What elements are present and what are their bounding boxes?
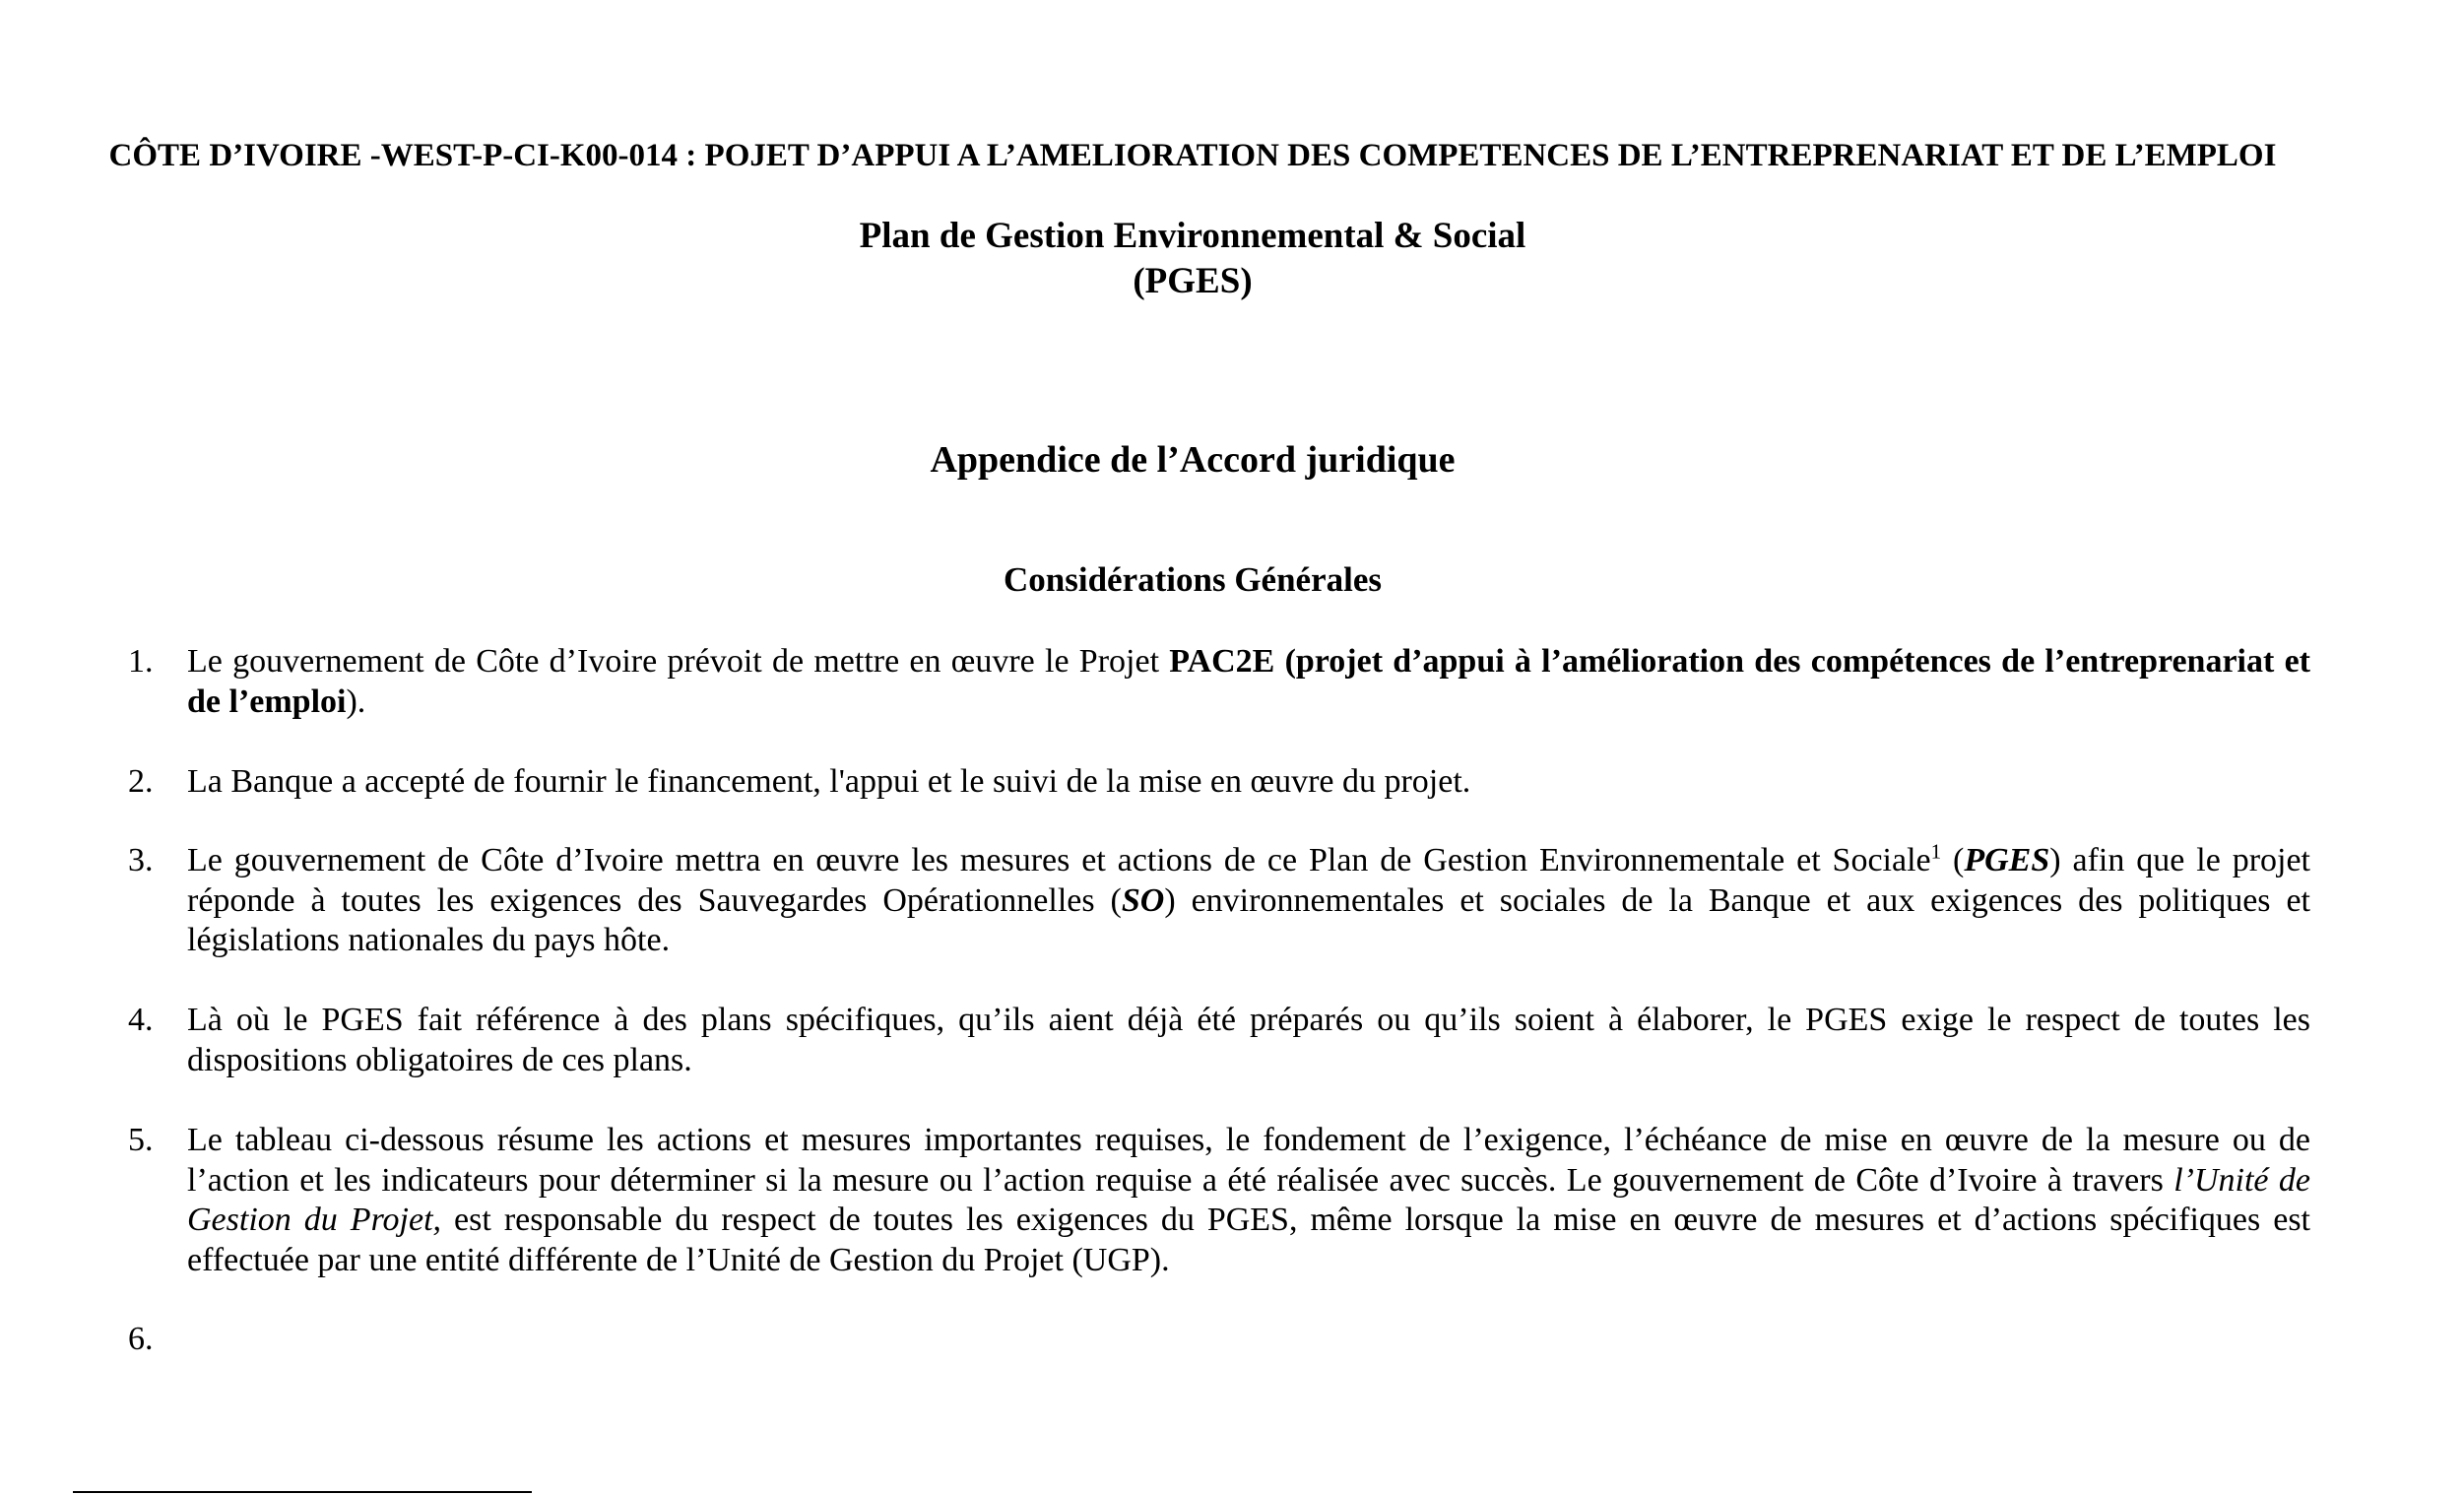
project-title: CÔTE D’IVOIRE -WEST-P-CI-K00-014 : POJET D’APPUI A L’AMELIORATION DES COMPETENCES DE L’ENTREPRENARIAT ET DE L’EMPLOI — [108, 138, 2277, 173]
list-item-text: Le tableau ci-dessous résume les actions et mesures importantes requises, le fondement de l’exigence, l’échéance de mise en œuvre de la mesure ou de l’action et les indicateurs pour déterminer si la mesure ou l’action requise a été réalisée avec succès. Le gouvernement de Côte d’Ivoire à travers l’Unité de Gestion du Projet, est responsable du respect de toutes les exigences du PGES, même lorsque la mise en œuvre de mesures et d’actions spécifiques est effectuée par une entité différente de l’Unité de Gestion du Projet (UGP). — [187, 1122, 2310, 1278]
list-item-number: 4. — [128, 1002, 154, 1038]
list-item-number: 1. — [128, 643, 154, 680]
footnote-reference[interactable]: 1 — [1930, 839, 1942, 864]
plan-title: Plan de Gestion Environnemental & Social — [859, 216, 1526, 256]
list-item-number: 5. — [128, 1122, 154, 1158]
list-item — [128, 1121, 2310, 1280]
list-item-text: La Banque a accepté de fournir le financement, l'appui et le suivi de la mise en œuvre du projet. — [187, 763, 1471, 800]
list-item-text: Le gouvernement de Côte d’Ivoire prévoit de mettre en œuvre le Projet PAC2E (projet d’appui à l’amélioration des compétences de l’entreprenariat et de l’emploi). — [187, 643, 2310, 720]
plan-acronym: (PGES) — [1133, 261, 1253, 301]
list-item — [128, 762, 2310, 803]
list-item-text: Le gouvernement de Côte d’Ivoire mettra en œuvre les mesures et actions de ce Plan de Gestion Environnementale et Sociale$^1$ (PGES) afin que le projet réponde à toutes les exigences des Sauvegardes Opérationnelles (SO) environnementales et sociales de la Banque et aux exigences des politiques et législations nationales du pays hôte. — [187, 839, 2310, 958]
list-item — [128, 1001, 2310, 1080]
list-item-number: 6. — [128, 1321, 154, 1357]
list-item — [128, 841, 2310, 961]
section-heading: Considérations Générales — [1003, 560, 1382, 599]
list-item-number: 3. — [128, 842, 154, 878]
appendix-heading: Appendice de l’Accord juridique — [930, 439, 1456, 481]
list-item-text: Là où le PGES fait référence à des plans spécifiques, qu’ils aient déjà été préparés ou qu’ils soient à élaborer, le PGES exige le respect de toutes les dispositions obligatoires de ces plans. — [187, 1002, 2310, 1078]
list-item-number: 2. — [128, 763, 154, 800]
list-item — [128, 642, 2310, 722]
footnote-separator — [73, 1491, 532, 1493]
